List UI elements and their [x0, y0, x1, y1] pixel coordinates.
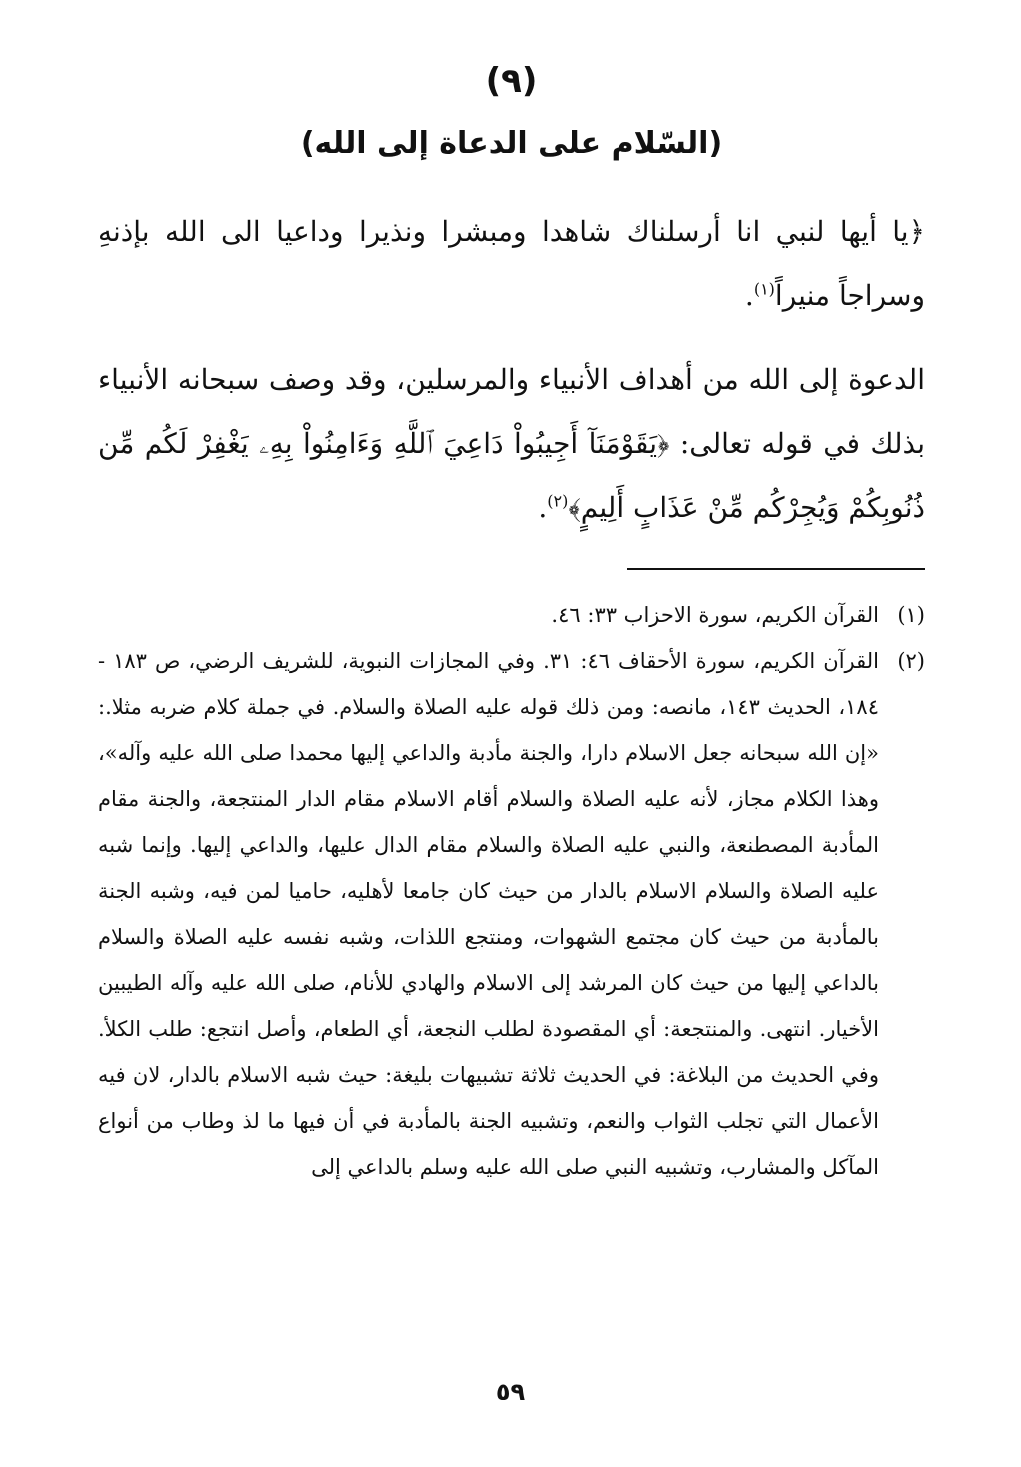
chapter-number: (٩) [485, 61, 538, 101]
footnote-number: (١) [897, 603, 925, 627]
page-number: ٥٩ [495, 1378, 526, 1406]
footnote-ref-2[interactable]: (٢) [547, 491, 569, 511]
body-paragraph [98, 348, 925, 540]
footnote-text: القرآن الكريم، سورة الاحزاب ٣٣: ٤٦. [551, 603, 879, 627]
footnote-ref-1[interactable]: (١) [753, 279, 775, 299]
footnote-2 [98, 638, 925, 1190]
verse-paragraph [98, 200, 925, 328]
body-end: . [538, 491, 548, 524]
body-text: الدعوة إلى الله من أهداف الأنبياء والمرسلين، وقد وصف سبحانه الأنبياء بذلك في قوله تعالى: ﴿يَقَوْمَنَآ أَجِيبُواْ دَاعِيَ ٱللَّهِ وَءَامِنُواْ بِهِۦ يَغْفِرْ لَكُم مِّن ذُنُوبِكُمْ وَيُجِرْكُم مِّنْ عَذَابٍ أَلِيمٍ﴾ [98, 363, 925, 524]
footnote-text: القرآن الكريم، سورة الأحقاف ٤٦: ٣١. وفي المجازات النبوية، للشريف الرضي، ص ١٨٣ - ١٨٤، الحديث ١٤٣، مانصه: ومن ذلك قوله عليه الصلاة والسلام. في جملة كلام ضربه مثلا.: «إن الله سبحانه جعل الاسلام دارا، والجنة مأدبة والداعي إليها محمدا صلى الله عليه وآله»، وهذا الكلام مجاز، لأنه عليه الصلاة والسلام أقام الاسلام مقام الدار المنتجعة، والجنة مقام المأدبة المصطنعة، والنبي عليه الصلاة والسلام مقام الدال عليها، والداعي إليها. وإنما شبه عليه الصلاة والسلام الاسلام بالدار من حيث كان جامعا لأهليه، حاميا لمن فيه، وشبه الجنة بالمأدبة من حيث كان مجتمع الشهوات، ومنتجع اللذات، وشبه نفسه عليه الصلاة والسلام بالداعي إليها من حيث كان المرشد إلى الاسلام والهادي للأنام، صلى الله عليه وآله الطيبين الأخيار. انتهى. والمنتجعة: أي المقصودة لطلب النجعة، أي الطعام، وأصل انتجع: طلب الكلأ. وفي الحديث من البلاغة: في الحديث ثلاثة تشبيهات بليغة: حيث شبه الاسلام بالدار، لان فيه الأعمال التي تجلب الثواب والنعم، وتشبيه الجنة بالمأدبة في أن فيها ما لذ وطاب من أنواع المآكل والمشارب، وتشبيه النبي صلى الله عليه وسلم بالداعي إلى [98, 649, 879, 1179]
footnote-number: (٢) [897, 649, 925, 673]
verse-text: ﴿يا أيها لنبي انا أرسلناك شاهدا ومبشرا ونذيرا وداعيا الى الله بإذنهِ وسراجاً منيراً [98, 215, 925, 312]
verse-end: . [744, 279, 754, 312]
footnote-1 [98, 592, 925, 638]
chapter-title: (السّلام على الدعاة إلى الله) [300, 126, 723, 161]
footnote-divider [627, 568, 925, 570]
book-page [98, 40, 925, 1440]
footnotes [98, 592, 925, 1190]
